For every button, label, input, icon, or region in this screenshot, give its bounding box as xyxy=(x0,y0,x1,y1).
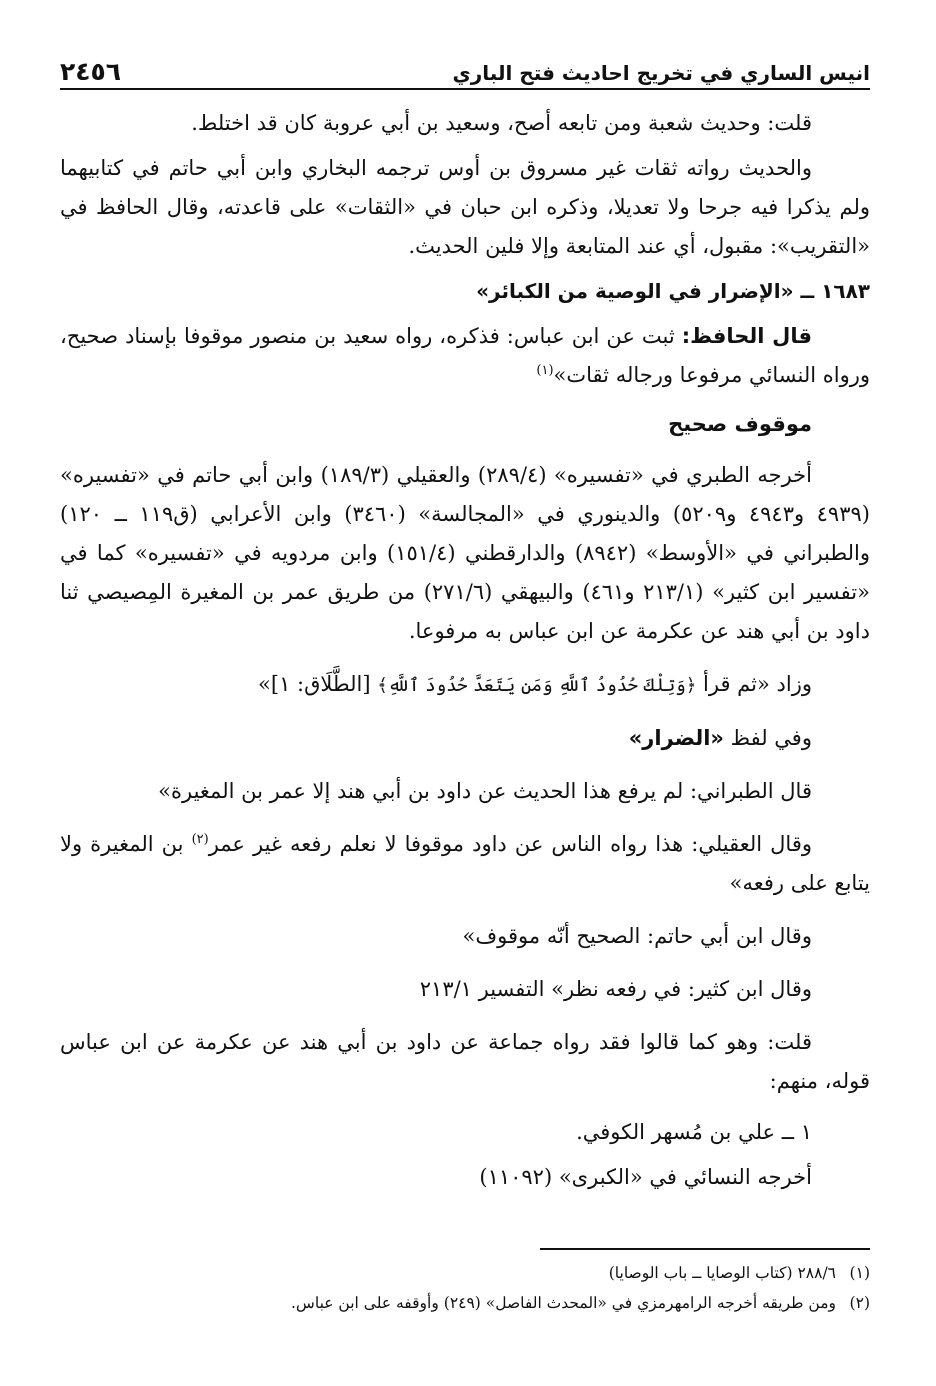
paragraph: أخرجه الطبري في «تفسيره» (٢٨٩/٤) والعقيلي (١٨٩/٣) وابن أبي حاتم في «تفسيره» (٤٩٣٩ و٤٩٤٣ و٥٢٠٩) والدينوري في «المجالسة» (٣٤٦٠) وابن الأعرابي (ق١١٩ ــ ١٢٠) والطبراني في «الأوسط» (٨٩٤٢) والدارقطني (١٥١/٤) وابن مردويه في «تفسيره» كما في «تفسير ابن كثير» (٢١٣/١ و٤٦١) والبيهقي (٢٧١/٦) من طريق عمر بن المغيرة المِصيصي ثنا داود بن أبي هند عن عكرمة عن ابن عباس به مرفوعا. xyxy=(60,463,870,643)
paragraph xyxy=(60,317,870,395)
paragraph-text: [الطَّلَاق: ١]» xyxy=(258,672,378,696)
page-body xyxy=(60,104,870,1197)
paragraph xyxy=(60,665,870,705)
list-item: ١ ــ علي بن مُسهر الكوفي. xyxy=(576,1120,812,1144)
bold-term: «الضرار» xyxy=(628,726,724,750)
running-title: انيس الساري في تخريج احاديث فتح الباري xyxy=(452,61,870,85)
section-heading: ١٦٨٣ ــ «الإضرار في الوصية من الكبائر» xyxy=(476,279,870,303)
page-header xyxy=(60,48,870,90)
paragraph: قلت: وحديث شعبة ومن تابعه أصح، وسعيد بن أبي عروبة كان قد اختلط. xyxy=(191,111,812,135)
paragraph: والحديث رواته ثقات غير مسروق بن أوس ترجمه البخاري وابن أبي حاتم في كتابيهما ولم يذكرا فيه جرحا ولا تعديلا، وذكره ابن حبان في «الثقات» على قاعدته، وقال الحافظ في «التقريب»: مقبول، أي عند المتابعة وإلا فلين الحديث. xyxy=(60,156,870,258)
paragraph-text: وزاد «ثم قرأ xyxy=(696,672,812,696)
paragraph xyxy=(60,825,870,903)
lead-label: قال الحافظ: xyxy=(681,324,812,348)
paragraph: قلت: وهو كما قالوا فقد رواه جماعة عن داود بن أبي هند عن عكرمة عن ابن عباس قوله، منهم: xyxy=(60,1030,870,1093)
footnote-text: ومن طريقه أخرجه الرامهرمزي في «المحدث الفاصل» (٢٤٩) وأوقفه على ابن عباس. xyxy=(291,1294,836,1312)
footnote-number: (١) xyxy=(849,1264,870,1282)
footnote-ref[interactable]: (٢) xyxy=(191,832,209,847)
paragraph-text: بن المغيرة ولا يتابع على رفعه» xyxy=(60,832,870,895)
footnote xyxy=(60,1288,870,1318)
paragraph: أخرجه النسائي في «الكبرى» (١١٠٩٢) xyxy=(479,1165,812,1189)
paragraph: قال الطبراني: لم يرفع هذا الحديث عن داود بن أبي هند إلا عمر بن المغيرة» xyxy=(158,779,812,803)
footnote-text: ٢٨٨/٦ (كتاب الوصايا ــ باب الوصايا) xyxy=(608,1264,836,1282)
paragraph-text: وفي لفظ xyxy=(724,726,812,750)
paragraph xyxy=(60,719,870,758)
page xyxy=(60,48,870,1358)
footnote xyxy=(60,1258,870,1288)
page-number: ٢٤٥٦ xyxy=(60,57,122,86)
footnote-ref[interactable]: (١) xyxy=(536,363,554,378)
quran-verse: ﴿وَتِلْكَ حُدُودُ ٱللَّهِ وَمَن يَتَعَدَّ حُدُودَ ٱللَّهِ﴾ xyxy=(377,675,697,696)
grade-heading: موقوف صحيح xyxy=(668,412,812,436)
footnote-number: (٢) xyxy=(849,1294,870,1312)
footnotes xyxy=(60,1258,870,1318)
paragraph: وقال ابن كثير: في رفعه نظر» التفسير ٢١٣/١ xyxy=(419,977,812,1001)
paragraph-text: ثبت عن ابن عباس: فذكره، رواه سعيد بن منصور موقوفا بإسناد صحيح، ورواه النسائي مرفوعا ورجاله ثقات» xyxy=(60,324,870,387)
paragraph-text: وقال العقيلي: هذا رواه الناس عن داود موقوفا لا نعلم رفعه غير عمر xyxy=(208,832,812,856)
footnote-divider xyxy=(540,1248,870,1250)
paragraph: وقال ابن أبي حاتم: الصحيح أنّه موقوف» xyxy=(462,924,812,948)
